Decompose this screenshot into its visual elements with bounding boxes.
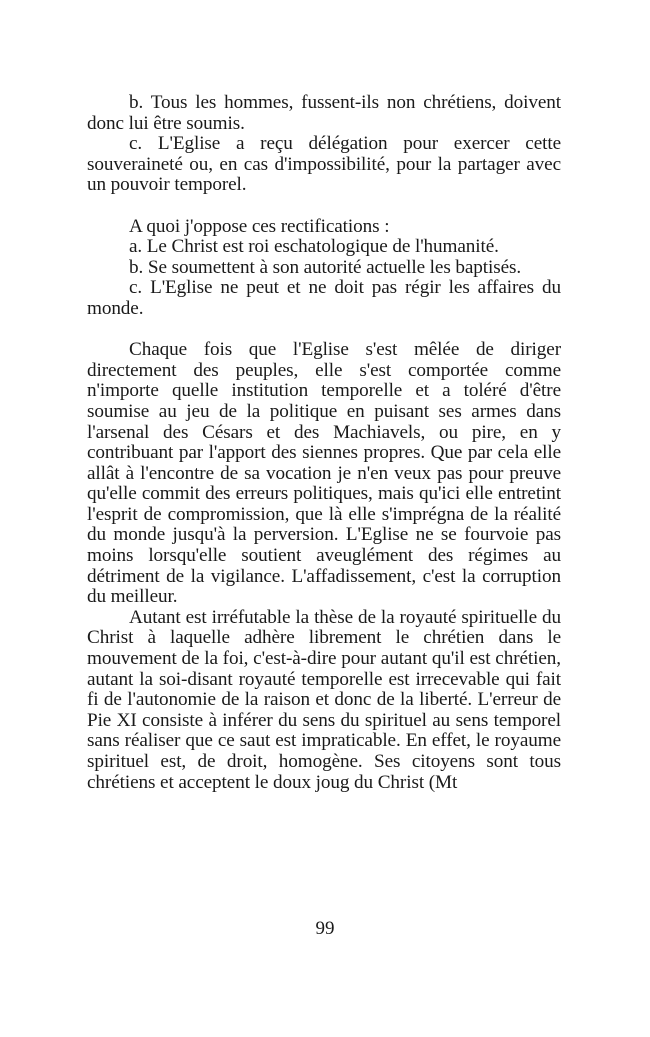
paragraph: Chaque fois que l'Eglise s'est mêlée de diriger directement des peuples, elle s'est comportée comme n'importe quelle institution temporelle et a toléré d'être soumise au jeu de la politique en puisant ses armes dans l'arsenal des Césars et des Machiavels, ou pire, en y contribuant par l'apport des siennes propres. Que par cela elle allât à l'encontre de sa vocation je n'en veux pas pour preuve qu'elle commit des erreurs politiques, mais qu'ici elle entretint l'esprit de compromission, que là elle s'imprégna de la réalité du monde jusqu'à la perversion. L'Eglise ne se fourvoie pas moins lorsqu'elle soutient aveuglément des régimes au détriment de la vigilance. L'affadissement, c'est la corruption du meilleur. — [87, 339, 561, 608]
text-block-rectifications — [87, 217, 561, 320]
paragraph: A quoi j'oppose ces rectifications : — [129, 215, 390, 237]
text-block-argument — [87, 340, 561, 793]
page-body — [87, 93, 561, 793]
page-number: 99 — [315, 918, 335, 939]
paragraph: a. Le Christ est roi eschatologique de l'humanité. — [129, 236, 499, 258]
paragraph: c. L'Eglise a reçu délégation pour exercer cette souveraineté ou, en cas d'impossibilité, pour la partager avec un pouvoir temporel. — [87, 133, 561, 196]
paragraph-gap — [87, 320, 561, 341]
paragraph: b. Tous les hommes, fussent-ils non chrétiens, doivent donc lui être soumis. — [87, 92, 561, 134]
paragraph-gap — [87, 196, 561, 217]
paragraph: Autant est irréfutable la thèse de la royauté spirituelle du Christ à laquelle adhère librement le chrétien dans le mouvement de la foi, c'est-à-dire pour autant qu'il est chrétien, autant la soi-disant royauté temporelle est irrecevable qui fait fi de l'autonomie de la raison et donc de la liberté. L'erreur de Pie XI consiste à inférer du sens du spirituel au sens temporel sans réaliser que ce saut est impraticable. En effet, le royaume spirituel est, de droit, homogène. Ses citoyens sont tous chrétiens et acceptent le doux joug du Christ (Mt — [87, 606, 561, 793]
text-block-premises — [87, 93, 561, 196]
paragraph: b. Se soumettent à son autorité actuelle les baptisés. — [129, 256, 522, 278]
paragraph: c. L'Eglise ne peut et ne doit pas régir les affaires du monde. — [87, 277, 561, 319]
